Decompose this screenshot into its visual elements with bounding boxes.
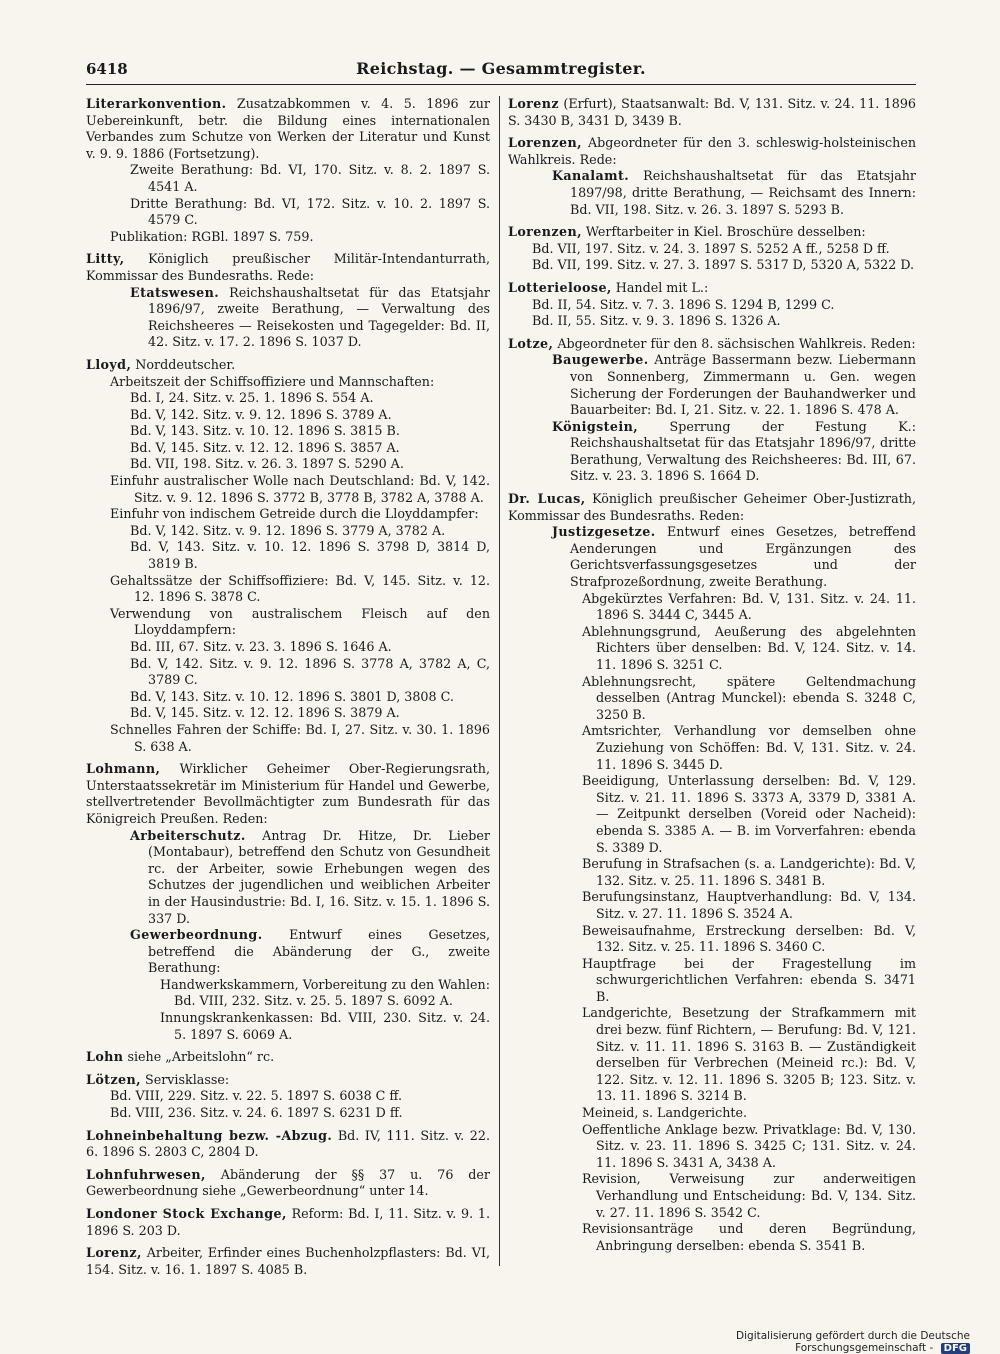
entry-text: (Erfurt), Staatsanwalt: Bd. V, 131. Sitz. v. 24. 11. 1896 S. 3430 B, 3431 D, 3439 B. (508, 96, 916, 128)
index-entry (508, 336, 916, 485)
entry-text: Meineid, s. Landgerichte. (582, 1105, 748, 1121)
entry-subline (508, 723, 916, 773)
entry-keyword: Lorenzen, (508, 224, 582, 240)
entry-subline (508, 674, 916, 724)
entry-text: Einfuhr australischer Wolle nach Deutschland: Bd. V, 142. Sitz. v. 9. 12. 1896 S. 3772 B, 3778 B, 3782 A, 3788 A. (110, 473, 490, 505)
running-title: Reichstag. — Gesammtregister. (356, 59, 646, 78)
entry-text: Bd. V, 142. Sitz. v. 9. 12. 1896 S. 3779 A, 3782 A. (130, 522, 446, 538)
entry-subline (508, 956, 916, 1006)
entry-subline (508, 313, 916, 330)
index-entry (86, 1072, 490, 1122)
entry-text: Amtsrichter, Verhandlung vor demselben ohne Zuziehung von Schöffen: Bd. V, 131. Sitz. v. 24. 11. 1896 S. 3445 D. (582, 723, 916, 772)
entry-subline (86, 423, 490, 440)
entry-text: Berufungsinstanz, Hauptverhandlung: Bd. V, 134. Sitz. v. 27. 11. 1896 S. 3524 A. (582, 889, 916, 921)
entry-heading (508, 224, 916, 241)
entry-text: Bd. V, 145. Sitz. v. 12. 12. 1896 S. 3857 A. (130, 439, 400, 455)
entry-text: Bd. V, 142. Sitz. v. 9. 12. 1896 S. 3778 A, 3782 A, C, 3789 C. (130, 655, 490, 688)
column-divider (499, 96, 500, 1266)
entry-text: Bd. V, 143. Sitz. v. 10. 12. 1896 S. 3815 B. (130, 423, 400, 439)
entry-text: Bd. I, 24. Sitz. v. 25. 1. 1896 S. 554 A. (130, 390, 374, 406)
index-entry (86, 1245, 490, 1278)
entry-text: Wirklicher Geheimer Ober-Regierungsrath, Unterstaatssekretär im Ministerium für Handel und Gewerbe, stellvertretender Bevollmächtigter zum Bundesrath für das Königreich Preußen. Reden: (86, 761, 490, 826)
entry-subline (508, 856, 916, 889)
page-header (86, 58, 916, 85)
entry-text: Bd. II, 54. Sitz. v. 7. 3. 1896 S. 1294 B, 1299 C. (532, 296, 835, 312)
entry-heading (86, 761, 490, 827)
entry-text: Berufung in Strafsachen (s. a. Landgerichte): Bd. V, 132. Sitz. v. 25. 11. 1896 S. 3481 B. (582, 856, 916, 888)
entry-keyword: Lorenzen, (508, 135, 582, 151)
entry-text: Bd. V, 143. Sitz. v. 10. 12. 1896 S. 3798 D, 3814 D, 3819 B. (130, 539, 490, 572)
entry-text: Bd. V, 143. Sitz. v. 10. 12. 1896 S. 3801 D, 3808 C. (130, 688, 454, 704)
entry-text: Innungskrankenkassen: Bd. VIII, 230. Sitz. v. 24. 5. 1897 S. 6069 A. (160, 1010, 490, 1042)
entry-text: Abgeordneter für den 3. schleswig-holsteinischen Wahlkreis. Rede: (508, 135, 916, 167)
entry-subline (86, 977, 490, 1010)
entry-text: Bd. VIII, 236. Sitz. v. 24. 6. 1897 S. 6231 D ff. (110, 1105, 403, 1121)
entry-text: Anträge Bassermann bezw. Liebermann von Sonnenberg, Zimmermann u. Gen. wegen Sicherung der Forderungen der Bauhandwerker und Bauarbeiter: Bd. I, 21. Sitz. v. 22. 1. 1896 S. 478 A. (570, 352, 916, 418)
entry-text: Zweite Berathung: Bd. VI, 170. Sitz. v. 8. 2. 1897 S. 4541 A. (130, 162, 490, 194)
entry-subline (86, 229, 490, 246)
entry-subline (508, 297, 916, 314)
index-entry (86, 761, 490, 1043)
entry-keyword: Londoner Stock Exchange, (86, 1206, 287, 1221)
entry-text: Oeffentliche Anklage bezw. Privatklage: Bd. V, 130. Sitz. v. 23. 11. 1896 S. 3425 C; 131. Sitz. v. 24. 11. 1896 S. 3431 A, 3438 A. (582, 1121, 916, 1170)
entry-subline (508, 923, 916, 956)
entry-text: Verwendung von australischem Fleisch auf den Lloyddampfern: (110, 605, 490, 638)
index-entry (508, 135, 916, 218)
entry-keyword: Lloyd, (86, 356, 132, 372)
entry-keyword: Lohn (86, 1049, 124, 1065)
entry-text: Bd. VII, 199. Sitz. v. 27. 3. 1897 S. 5317 D, 5320 A, 5322 D. (532, 257, 915, 273)
entry-heading (508, 135, 916, 168)
entry-subline (86, 689, 490, 706)
entry-subline (86, 828, 490, 928)
entry-subline (508, 1005, 916, 1105)
entry-text: Schnelles Fahren der Schiffe: Bd. I, 27. Sitz. v. 30. 1. 1896 S. 638 A. (110, 721, 490, 754)
entry-heading (86, 1072, 490, 1089)
entry-subline (508, 352, 916, 418)
entry-text: Hauptfrage bei der Fragestellung im schwurgerichtlichen Verfahren: ebenda S. 3471 B. (582, 955, 916, 1004)
index-entry (508, 491, 916, 1254)
entry-text: Einfuhr von indischem Getreide durch die Lloyddampfer: (110, 506, 479, 522)
right-column (508, 96, 916, 1286)
dfg-logo-icon: DFG (941, 1343, 970, 1354)
entry-subline (86, 573, 490, 606)
entry-text: Abgeordneter für den 8. sächsischen Wahlkreis. Reden: (553, 335, 916, 351)
entry-keyword: Gewerbeordnung. (130, 927, 263, 943)
entry-text: Ablehnungsgrund, Aeußerung des abgelehnten Richters über denselben: Bd. V, 124. Sitz. v. 14. 11. 1896 S. 3251 C. (582, 623, 916, 672)
entry-keyword: Litty, (86, 251, 125, 267)
entry-heading (86, 1049, 490, 1066)
entry-text: Sperrung der Festung K.: Reichshaushaltsetat für das Etatsjahr 1896/97, dritte Berathung, Verwaltung des Reichsheeres: Bd. III, 67. Sitz. v. 23. 3. 1896 S. 1664 D. (570, 418, 916, 484)
entry-text: Werftarbeiter in Kiel. Broschüre desselben: (581, 224, 866, 240)
entry-subline (86, 1010, 490, 1043)
entry-subline (86, 927, 490, 977)
entry-text: Norddeutscher. (131, 356, 236, 372)
entry-subline (508, 591, 916, 624)
entry-heading (86, 357, 490, 374)
entry-subline (508, 889, 916, 922)
entry-text: Bd. VII, 198. Sitz. v. 26. 3. 1897 S. 5290 A. (130, 456, 404, 472)
entry-subline (508, 1122, 916, 1172)
index-entry (86, 251, 490, 351)
entry-subline (508, 524, 916, 590)
entry-text: Bd. II, 55. Sitz. v. 9. 3. 1896 S. 1326 A. (532, 313, 781, 329)
index-entry (508, 280, 916, 330)
entry-subline (508, 624, 916, 674)
entry-heading (86, 1128, 490, 1161)
entry-subline (86, 705, 490, 722)
entry-text: Reichshaushaltsetat für das Etatsjahr 1897/98, dritte Berathung, — Reichsamt des Innern: Bd. VII, 198. Sitz. v. 26. 3. 1897 S. 5293 B. (570, 168, 916, 217)
entry-text: Entwurf eines Gesetzes, betreffend Aenderungen und Ergänzungen des Gerichtsverfassungsgesetzes und der Strafprozeßordnung, zweite Berathung. (570, 524, 916, 590)
entry-subline (86, 639, 490, 656)
entry-subline (86, 1105, 490, 1122)
entry-heading (508, 280, 916, 297)
entry-keyword: Justizgesetze. (552, 524, 656, 540)
entry-subline (86, 440, 490, 457)
entry-subline (86, 374, 490, 391)
entry-subline (86, 506, 490, 523)
entry-subline (86, 523, 490, 540)
entry-subline (86, 606, 490, 639)
entry-text: Bd. IV, 111. Sitz. v. 22. 6. 1896 S. 2803 C, 2804 D. (86, 1127, 490, 1160)
entry-text: Entwurf eines Gesetzes, betreffend die Abänderung der G., zweite Berathung: (148, 927, 490, 976)
entry-heading (508, 96, 916, 129)
entry-text: Reform: Bd. I, 11. Sitz. v. 9. 1. 1896 S. 203 D. (86, 1206, 490, 1238)
entry-subline (508, 1171, 916, 1221)
entry-keyword: Kanalamt. (552, 168, 630, 184)
entry-text: Abänderung der §§ 37 u. 76 der Gewerbeordnung siehe „Gewerbeordnung“ unter 14. (86, 1166, 490, 1199)
entry-subline (86, 539, 490, 572)
entry-keyword: Lohneinbehaltung bezw. -Abzug. (86, 1127, 333, 1143)
entry-text: Revisionsanträge und deren Begründung, Anbringung derselben: ebenda S. 3541 B. (582, 1221, 916, 1253)
entry-keyword: Dr. Lucas, (508, 491, 586, 507)
entry-text: Arbeitszeit der Schiffsoffiziere und Mannschaften: (110, 373, 435, 389)
entry-text: Revision, Verweisung zur anderweitigen Verhandlung und Entscheidung: Bd. V, 134. Sitz. v. 27. 11. 1896 S. 3542 C. (582, 1171, 916, 1220)
entry-heading (86, 1206, 490, 1239)
entry-text: Bd. VII, 197. Sitz. v. 24. 3. 1897 S. 5252 A ff., 5258 D ff. (532, 240, 890, 256)
entry-keyword: Lotze, (508, 335, 554, 351)
entry-subline (508, 419, 916, 485)
entry-text: Landgerichte, Besetzung der Strafkammern mit drei bezw. fünf Richtern, — Berufung: Bd. V, 121. Sitz. v. 11. 11. 1896 S. 3163 B. — Zuständigkeit derselben für Verbrechen (Meineid rc.): Bd. V, 122. Sitz. v. 12. 11. 1896 S. 3205 B; 123. Sitz. v. 13. 11. 1896 S. 3214 B. (582, 1005, 916, 1104)
entry-keyword: Arbeiterschutz. (130, 827, 246, 843)
index-entry (86, 1049, 490, 1066)
entry-keyword: Lotterieloose, (508, 279, 612, 295)
entry-subline (86, 196, 490, 229)
entry-text: Publikation: RGBl. 1897 S. 759. (110, 228, 314, 244)
entry-heading (508, 336, 916, 353)
entry-subline (508, 257, 916, 274)
entry-subline (86, 722, 490, 755)
entry-heading (508, 491, 916, 524)
entry-text: Ablehnungsrecht, spätere Geltendmachung desselben (Antrag Munckel): ebenda S. 3248 C, 3250 B. (582, 673, 916, 722)
entry-keyword: Lorenz (508, 96, 559, 111)
entry-text: Königlich preußischer Militär-Intendanturrath, Kommissar des Bundesraths. Rede: (86, 251, 490, 283)
entry-text: Reichshaushaltsetat für das Etatsjahr 1896/97, zweite Berathung, — Verwaltung des Reichsheeres — Reisekosten und Tagegelder: Bd. II, 42. Sitz. v. 17. 2. 1896 S. 1037 D. (148, 284, 490, 350)
index-entry (86, 96, 490, 245)
entry-text: Arbeiter, Erfinder eines Buchenholzpflasters: Bd. VI, 154. Sitz. v. 16. 1. 1897 S. 4085 B. (86, 1245, 490, 1277)
index-entry (86, 1128, 490, 1161)
index-entry (86, 357, 490, 755)
entry-heading (86, 96, 490, 162)
entry-heading (86, 251, 490, 284)
entry-subline (86, 473, 490, 506)
entry-text: siehe „Arbeitslohn“ rc. (123, 1049, 275, 1065)
entry-keyword: Lohnfuhrwesen, (86, 1166, 206, 1182)
entry-text: Bd. V, 142. Sitz. v. 9. 12. 1896 S. 3789 A. (130, 406, 392, 422)
index-entry (86, 1206, 490, 1239)
entry-subline (508, 1221, 916, 1254)
page-number: 6418 (86, 60, 128, 78)
entry-subline (86, 656, 490, 689)
entry-subline (508, 773, 916, 856)
entry-keyword: Lohmann, (86, 761, 161, 777)
entry-keyword: Königstein, (552, 418, 639, 434)
entry-text: Antrag Dr. Hitze, Dr. Lieber (Montabaur), betreffend den Schutz von Gesundheit rc. der Arbeiter, sowie Erhebungen wegen des Schutzes der jugendlichen und weiblichen Arbeiter in der Hausindustrie: Bd. I, 16. Sitz. v. 15. 1. 1896 S. 337 D. (148, 827, 490, 926)
entry-keyword: Literarkonvention. (86, 96, 227, 111)
entry-subline (508, 1105, 916, 1122)
index-entry (86, 1167, 490, 1200)
footer (608, 1330, 970, 1354)
entry-keyword: Etatswesen. (130, 284, 220, 300)
entry-text: Zusatzabkommen v. 4. 5. 1896 zur Uebereinkunft, betr. die Bildung eines internationalen Verbandes zum Schutze von Werken der Literatur und Kunst v. 9. 9. 1886 (Fortsetzung). (86, 96, 490, 161)
entry-text: Servisklasse: (140, 1071, 230, 1087)
entry-text: Bd. V, 145. Sitz. v. 12. 12. 1896 S. 3879 A. (130, 705, 400, 721)
entry-text: Handwerkskammern, Vorbereitung zu den Wahlen: Bd. VIII, 232. Sitz. v. 25. 5. 1897 S. 6092 A. (160, 976, 490, 1009)
entry-subline (86, 162, 490, 195)
entry-keyword: Baugewerbe. (552, 352, 649, 368)
entry-subline (86, 390, 490, 407)
entry-text: Bd. VIII, 229. Sitz. v. 22. 5. 1897 S. 6038 C ff. (110, 1088, 403, 1104)
entry-heading (86, 1245, 490, 1278)
left-column (86, 96, 490, 1286)
entry-text: Beweisaufnahme, Erstreckung derselben: Bd. V, 132. Sitz. v. 25. 11. 1896 S. 3460 C. (582, 922, 916, 955)
entry-subline (508, 168, 916, 218)
entry-text: Bd. III, 67. Sitz. v. 23. 3. 1896 S. 1646 A. (130, 639, 392, 654)
entry-text: Dritte Berathung: Bd. VI, 172. Sitz. v. 10. 2. 1897 S. 4579 C. (130, 195, 490, 228)
index-entry (508, 224, 916, 274)
entry-subline (86, 1088, 490, 1105)
index-entry (508, 96, 916, 129)
entry-subline (86, 285, 490, 351)
entry-heading (86, 1167, 490, 1200)
entry-text: Beeidigung, Unterlassung derselben: Bd. V, 129. Sitz. v. 21. 11. 1896 S. 3373 A, 3379 D, 3381 A. — Zeitpunkt derselben (Voreid oder Nacheid): ebenda S. 3385 A. — B. im Vorverfahren: ebenda S. 3389 D. (582, 773, 916, 855)
footer-credit: Digitalisierung gefördert durch die Deutsche Forschungsgemeinschaft - (736, 1330, 970, 1354)
entry-subline (86, 407, 490, 424)
entry-keyword: Lötzen, (86, 1071, 141, 1087)
entry-text: Königlich preußischer Geheimer Ober-Justizrath, Kommissar des Bundesraths. Reden: (508, 491, 916, 523)
entry-keyword: Lorenz, (86, 1245, 142, 1261)
entry-text: Gehaltssätze der Schiffsoffiziere: Bd. V, 145. Sitz. v. 12. 12. 1896 S. 3878 C. (110, 572, 490, 605)
entry-subline (86, 456, 490, 473)
entry-text: Abgekürztes Verfahren: Bd. V, 131. Sitz. v. 24. 11. 1896 S. 3444 C, 3445 A. (582, 590, 916, 623)
entry-subline (508, 241, 916, 258)
entry-text: Handel mit L.: (611, 279, 709, 295)
